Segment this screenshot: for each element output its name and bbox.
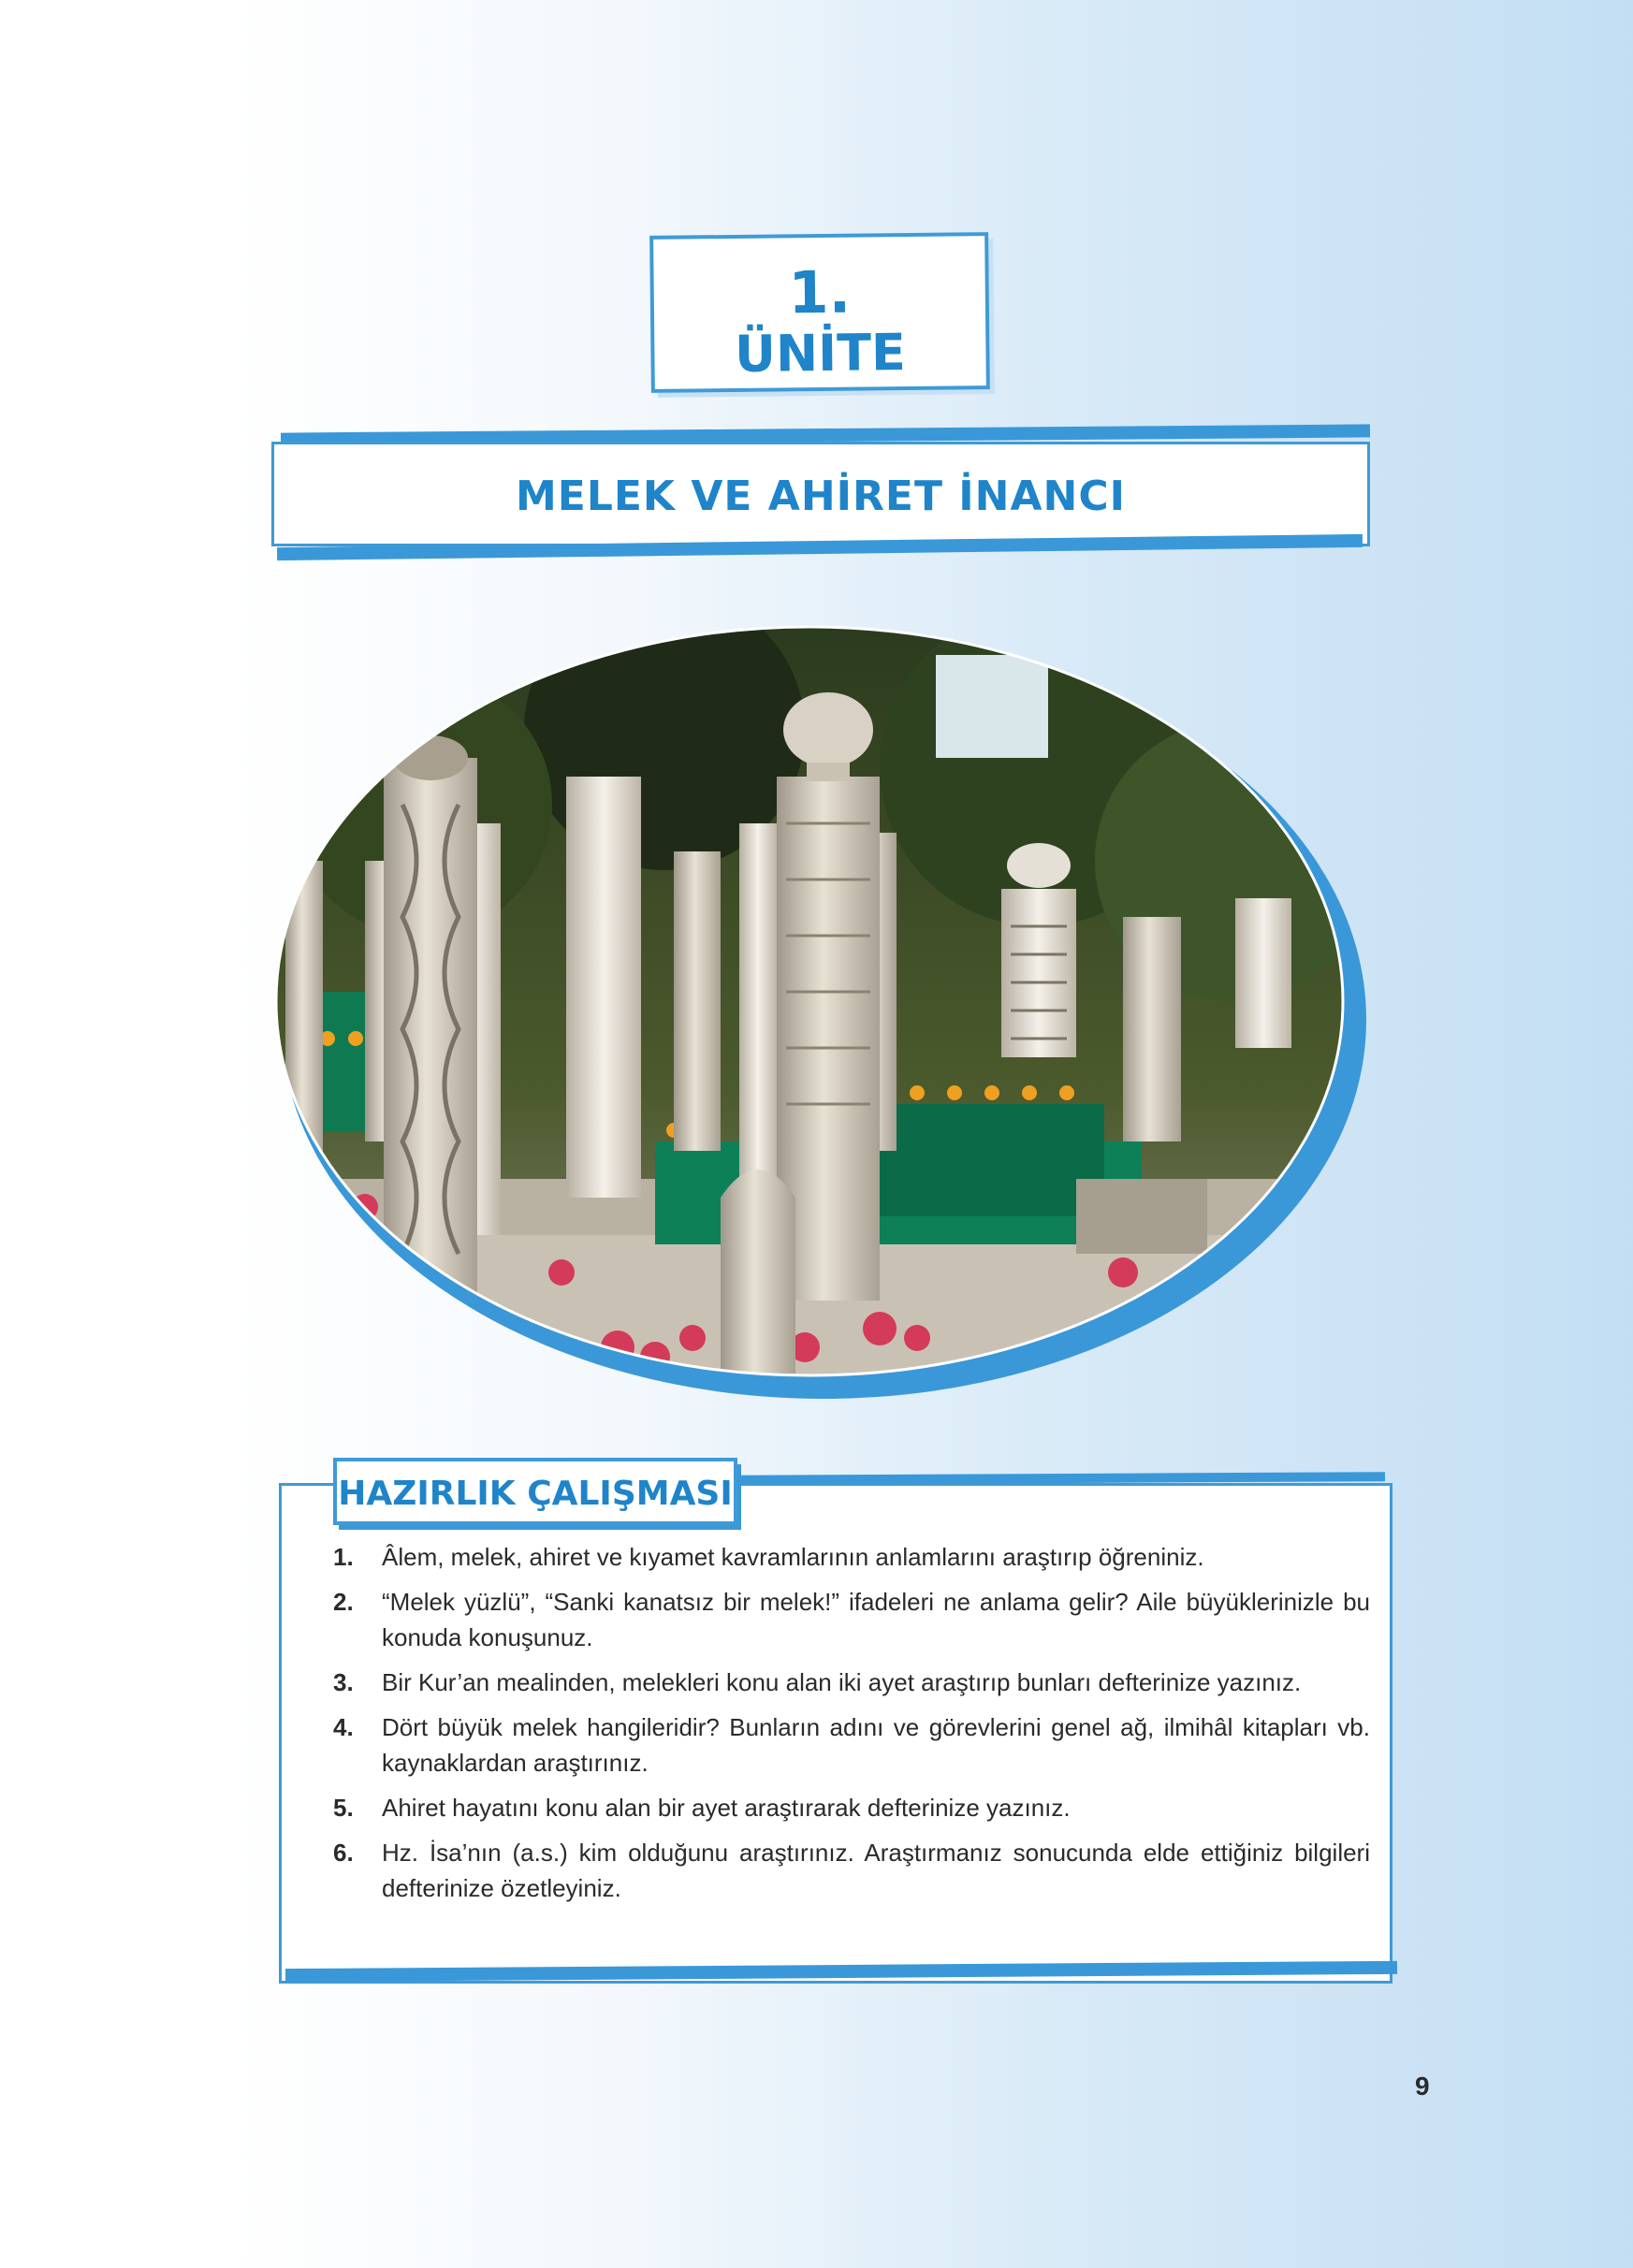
chapter-title: MELEK VE AHİRET İNANCI <box>515 472 1127 520</box>
list-item <box>333 1665 1370 1700</box>
item-text: “Melek yüzlü”, “Sanki kanatsız bir melek!” ifadeleri ne anlama gelir? Aile büyüklerinizle bu konuda konuşunuz. <box>382 1588 1370 1651</box>
item-number: 6. <box>333 1839 354 1867</box>
list-item <box>333 1709 1370 1781</box>
cemetery-photo <box>262 618 1376 1403</box>
item-number: 4. <box>333 1713 354 1741</box>
list-item <box>333 1584 1370 1655</box>
chapter-title-box <box>271 442 1370 546</box>
item-text: Hz. İsa’nın (a.s.) kim olduğunu araştırınız. Araştırmanız sonucunda elde ettiğiniz bilgileri defterinize özetleyiniz. <box>382 1839 1370 1902</box>
unit-label-box <box>649 232 990 393</box>
preparation-heading-box <box>333 1458 737 1525</box>
item-number: 2. <box>333 1588 354 1616</box>
item-number: 1. <box>333 1543 354 1571</box>
page-number: 9 <box>1415 2072 1430 2101</box>
item-text: Bir Kur’an mealinden, melekleri konu alan iki ayet araştırıp bunları defterinize yazınız. <box>382 1668 1302 1696</box>
item-number: 3. <box>333 1668 354 1696</box>
unit-number: 1. <box>788 257 852 327</box>
unit-word: ÜNİTE <box>734 323 907 384</box>
item-text: Ahiret hayatını konu alan bir ayet araştırarak defterinize yazınız. <box>382 1794 1071 1822</box>
item-text: Dört büyük melek hangileridir? Bunların adını ve görevlerini genel ağ, ilmihâl kitapları vb. kaynaklardan araştırınız. <box>382 1713 1370 1777</box>
list-item <box>333 1835 1370 1906</box>
preparation-heading: HAZIRLIK ÇALIŞMASI <box>338 1475 733 1513</box>
list-item <box>333 1790 1370 1825</box>
list-item <box>333 1539 1370 1575</box>
item-text: Âlem, melek, ahiret ve kıyamet kavramlarının anlamlarını araştırıp öğreniniz. <box>382 1543 1204 1571</box>
item-number: 5. <box>333 1794 354 1822</box>
preparation-list <box>333 1539 1370 1915</box>
